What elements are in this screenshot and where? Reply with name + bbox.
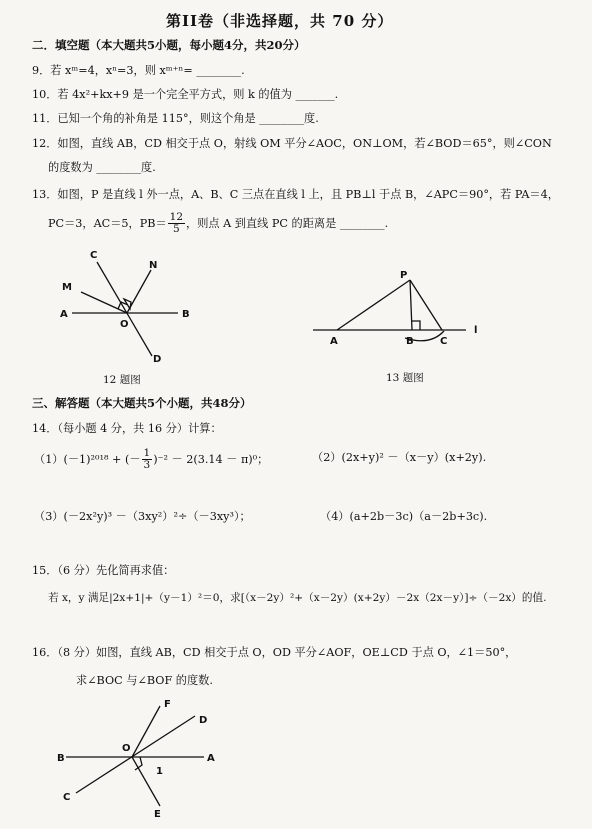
figure-12-caption: 12 题图	[103, 374, 141, 386]
figure-13-caption: 13 题图	[386, 372, 424, 384]
fig16-label-angle-1: 1	[156, 766, 163, 777]
question-14-part1-b: )⁻² － 2(3.14 － π)⁰；	[153, 452, 269, 466]
question-14-part1	[34, 448, 268, 471]
question-12-line1: 12．如图，直线 AB，CD 相交于点 O，射线 OM 平分∠AOC，ON⊥OM，若∠BOD＝65°，则∠CON	[32, 137, 552, 150]
figure-13	[313, 280, 466, 341]
fig13-label-c: C	[440, 336, 448, 347]
question-14-part1-a: （1）(－1)²⁰¹⁸ + (－	[34, 452, 141, 466]
fig13-label-b: B	[406, 336, 414, 347]
question-15-line1: 15．（6 分）先化简再求值：	[32, 564, 175, 577]
fig16-label-o: O	[122, 743, 131, 754]
fig16-ray-oe	[132, 757, 160, 806]
question-14-part3: （3）(－2x²y)³ －（3xy²）²÷（－3xy³）；	[34, 510, 251, 523]
question-12-line2: 的度数为 ________度.	[48, 161, 156, 174]
question-10: 10．若 4x²+kx+9 是一个完全平方式，则 k 的值为 _______.	[32, 88, 339, 101]
fraction-denominator: 5	[173, 223, 180, 235]
fig12-label-m: M	[62, 282, 72, 293]
fig16-label-f: F	[164, 699, 171, 710]
fig13-segment-pb	[410, 280, 412, 330]
fig13-segment-pc	[410, 280, 442, 330]
figure-12	[72, 262, 178, 356]
page-title: 第II卷（非选择题，共 70 分）	[166, 12, 394, 30]
fraction-denominator: 3	[143, 459, 151, 471]
question-11: 11．已知一个角的补角是 115°，则这个角是 ________度.	[32, 112, 319, 125]
question-16-line1: 16．（8 分）如图，直线 AB，CD 相交于点 O，OD 平分∠AOF，OE⊥CD 于点 O，∠1＝50°，	[32, 646, 517, 659]
fig16-ray-of	[132, 706, 160, 757]
fig12-label-n: N	[149, 260, 158, 271]
question-14-part4: （4）(a+2b－3c)（a－2b+3c).	[320, 510, 488, 523]
fig16-label-a: A	[207, 753, 215, 764]
fraction-numerator: 1	[143, 447, 151, 459]
question-14: 14．（每小题 4 分，共 16 分）计算：	[32, 422, 222, 435]
fig13-label-a: A	[330, 336, 338, 347]
fig16-label-e: E	[154, 809, 161, 820]
fig12-label-b: B	[182, 309, 190, 320]
question-16-line2: 求∠BOC 与∠BOF 的度数.	[76, 674, 213, 687]
fig16-label-c: C	[63, 792, 71, 803]
question-13-text-a: PC＝3，AC＝5，PB＝	[48, 216, 167, 230]
fig16-line-cd	[76, 716, 195, 793]
fig16-label-b: B	[57, 753, 65, 764]
fraction-numerator: 12	[169, 211, 184, 223]
fig12-label-c: C	[90, 250, 98, 261]
figure-16	[66, 706, 204, 806]
fig12-label-d: D	[153, 354, 162, 365]
fig16-label-d: D	[199, 715, 208, 726]
fig13-label-l: l	[474, 325, 478, 336]
fig13-right-angle-mark	[412, 321, 420, 330]
fig13-label-p: P	[400, 270, 408, 281]
question-14-part2: （2）(2x+y)² －（x－y）(x+2y).	[312, 451, 487, 464]
fig12-label-o: O	[120, 319, 129, 330]
fig12-line-cd	[97, 262, 152, 356]
question-15-line2: 若 x，y 满足|2x+1|+（y－1）²＝0，求[（x－2y）²+（x－2y）(x+2y）－2x（2x－y）]÷（－2x）的值.	[48, 592, 547, 604]
fig12-label-a: A	[60, 309, 68, 320]
question-14-part1-fraction	[142, 448, 153, 471]
section-solve-heading: 三、解答题（本大题共5个小题，共48分）	[32, 396, 252, 410]
question-9: 9．若 xᵐ=4，xⁿ=3，则 xᵐ⁺ⁿ= ________.	[32, 64, 245, 77]
fig13-segment-pa	[337, 280, 410, 330]
section-fill-in-heading: 二．填空题（本大题共5小题，每小题4分，共20分）	[32, 38, 306, 52]
question-13-text-b: ，则点 A 到直线 PC 的距离是 ________.	[186, 216, 389, 230]
question-13-line1: 13．如图，P 是直线 l 外一点，A、B、C 三点在直线 l 上，且 PB⊥l 于点 B，∠APC＝90°，若 PA＝4，	[32, 188, 559, 201]
